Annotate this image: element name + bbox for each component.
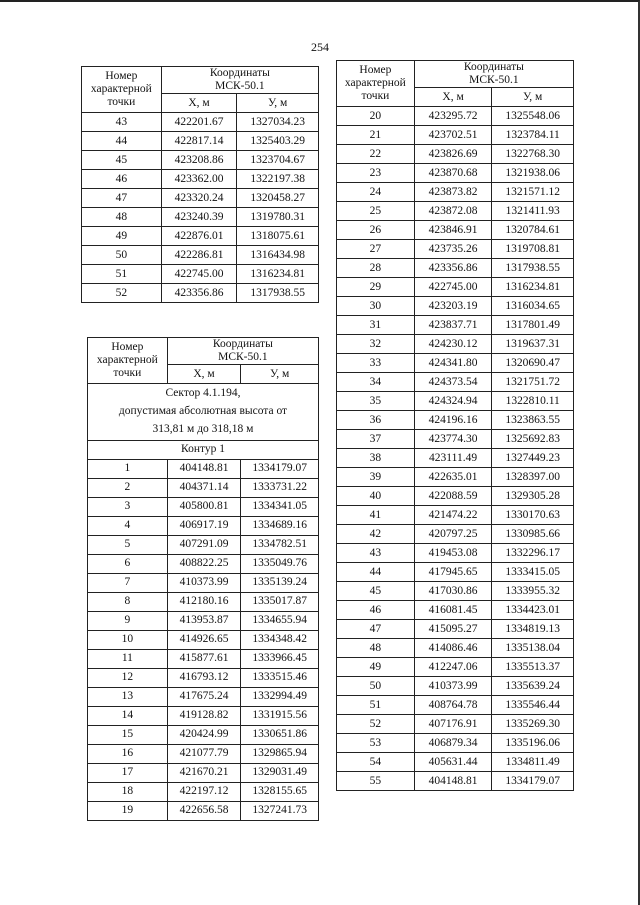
x-coordinate-cell: 408764.78 bbox=[414, 696, 492, 715]
point-number-cell: 44 bbox=[337, 563, 415, 582]
x-coordinate-cell: 421077.79 bbox=[167, 744, 241, 763]
x-coordinate-cell: 423702.51 bbox=[414, 126, 492, 145]
x-coordinate-cell: 423774.30 bbox=[414, 430, 492, 449]
table-row bbox=[337, 487, 574, 506]
point-number-cell: 48 bbox=[337, 639, 415, 658]
x-coordinate-cell: 424324.94 bbox=[414, 392, 492, 411]
table-row bbox=[337, 107, 574, 126]
table-row bbox=[337, 202, 574, 221]
table-row bbox=[88, 592, 319, 611]
x-coordinate-cell: 410373.99 bbox=[167, 573, 241, 592]
x-coordinate-cell: 417675.24 bbox=[167, 687, 241, 706]
table-row bbox=[337, 240, 574, 259]
point-number-cell: 11 bbox=[88, 649, 168, 668]
table-row bbox=[88, 573, 319, 592]
x-coordinate-cell: 417030.86 bbox=[414, 582, 492, 601]
table-row bbox=[337, 677, 574, 696]
point-number-cell: 13 bbox=[88, 687, 168, 706]
table-row bbox=[337, 335, 574, 354]
point-number-cell: 8 bbox=[88, 592, 168, 611]
header-x: X, м bbox=[167, 365, 241, 384]
table-row bbox=[337, 259, 574, 278]
table-row bbox=[82, 132, 319, 151]
header-point-number: Номер характерной точки bbox=[88, 338, 168, 384]
point-number-cell: 39 bbox=[337, 468, 415, 487]
x-coordinate-cell: 405631.44 bbox=[414, 753, 492, 772]
x-coordinate-cell: 404148.81 bbox=[414, 772, 492, 791]
point-number-cell: 16 bbox=[88, 744, 168, 763]
x-coordinate-cell: 423870.68 bbox=[414, 164, 492, 183]
point-number-cell: 25 bbox=[337, 202, 415, 221]
table-row bbox=[337, 430, 574, 449]
point-number-cell: 20 bbox=[337, 107, 415, 126]
y-coordinate-cell: 1320690.47 bbox=[492, 354, 574, 373]
point-number-cell: 18 bbox=[88, 782, 168, 801]
point-number-cell: 15 bbox=[88, 725, 168, 744]
y-coordinate-cell: 1332994.49 bbox=[241, 687, 319, 706]
y-coordinate-cell: 1323784.11 bbox=[492, 126, 574, 145]
table-row bbox=[88, 516, 319, 535]
header-x: X, м bbox=[414, 88, 492, 107]
point-number-cell: 50 bbox=[337, 677, 415, 696]
x-coordinate-cell: 414926.65 bbox=[167, 630, 241, 649]
x-coordinate-cell: 407176.91 bbox=[414, 715, 492, 734]
table-row bbox=[337, 278, 574, 297]
point-number-cell: 14 bbox=[88, 706, 168, 725]
point-number-cell: 43 bbox=[337, 544, 415, 563]
point-number-cell: 21 bbox=[337, 126, 415, 145]
y-coordinate-cell: 1329865.94 bbox=[241, 744, 319, 763]
x-coordinate-cell: 423837.71 bbox=[414, 316, 492, 335]
table-row bbox=[82, 151, 319, 170]
y-coordinate-cell: 1334811.49 bbox=[492, 753, 574, 772]
table-row bbox=[337, 145, 574, 164]
y-coordinate-cell: 1320458.27 bbox=[237, 189, 319, 208]
table-row bbox=[337, 734, 574, 753]
y-coordinate-cell: 1332296.17 bbox=[492, 544, 574, 563]
point-number-cell: 42 bbox=[337, 525, 415, 544]
table-row bbox=[337, 297, 574, 316]
x-coordinate-cell: 417945.65 bbox=[414, 563, 492, 582]
y-coordinate-cell: 1334782.51 bbox=[241, 535, 319, 554]
table-row bbox=[88, 649, 319, 668]
y-coordinate-cell: 1321938.06 bbox=[492, 164, 574, 183]
point-number-cell: 46 bbox=[82, 170, 162, 189]
x-coordinate-cell: 415095.27 bbox=[414, 620, 492, 639]
table-row bbox=[337, 715, 574, 734]
x-coordinate-cell: 422876.01 bbox=[161, 227, 237, 246]
x-coordinate-cell: 423356.86 bbox=[414, 259, 492, 278]
x-coordinate-cell: 416793.12 bbox=[167, 668, 241, 687]
y-coordinate-cell: 1335017.87 bbox=[241, 592, 319, 611]
table-row bbox=[82, 208, 319, 227]
point-number-cell: 23 bbox=[337, 164, 415, 183]
x-coordinate-cell: 406917.19 bbox=[167, 516, 241, 535]
x-coordinate-cell: 424341.80 bbox=[414, 354, 492, 373]
y-coordinate-cell: 1333415.05 bbox=[492, 563, 574, 582]
point-number-cell: 51 bbox=[82, 265, 162, 284]
y-coordinate-cell: 1329305.28 bbox=[492, 487, 574, 506]
y-coordinate-cell: 1317938.55 bbox=[237, 284, 319, 303]
y-coordinate-cell: 1317938.55 bbox=[492, 259, 574, 278]
x-coordinate-cell: 422817.14 bbox=[161, 132, 237, 151]
x-coordinate-cell: 423111.49 bbox=[414, 449, 492, 468]
point-number-cell: 40 bbox=[337, 487, 415, 506]
x-coordinate-cell: 420424.99 bbox=[167, 725, 241, 744]
table-row bbox=[88, 687, 319, 706]
point-number-cell: 12 bbox=[88, 668, 168, 687]
x-coordinate-cell: 422635.01 bbox=[414, 468, 492, 487]
table-row bbox=[337, 392, 574, 411]
x-coordinate-cell: 410373.99 bbox=[414, 677, 492, 696]
y-coordinate-cell: 1330651.86 bbox=[241, 725, 319, 744]
point-number-cell: 2 bbox=[88, 478, 168, 497]
y-coordinate-cell: 1334689.16 bbox=[241, 516, 319, 535]
y-coordinate-cell: 1327241.73 bbox=[241, 801, 319, 820]
y-coordinate-cell: 1328155.65 bbox=[241, 782, 319, 801]
table-row bbox=[88, 782, 319, 801]
table-row bbox=[88, 478, 319, 497]
x-coordinate-cell: 407291.09 bbox=[167, 535, 241, 554]
table-row bbox=[82, 246, 319, 265]
y-coordinate-cell: 1334819.13 bbox=[492, 620, 574, 639]
point-number-cell: 49 bbox=[82, 227, 162, 246]
x-coordinate-cell: 423872.08 bbox=[414, 202, 492, 221]
point-number-cell: 30 bbox=[337, 297, 415, 316]
y-coordinate-cell: 1321571.12 bbox=[492, 183, 574, 202]
table-row bbox=[337, 601, 574, 620]
y-coordinate-cell: 1335196.06 bbox=[492, 734, 574, 753]
y-coordinate-cell: 1322810.11 bbox=[492, 392, 574, 411]
point-number-cell: 54 bbox=[337, 753, 415, 772]
y-coordinate-cell: 1335138.04 bbox=[492, 639, 574, 658]
x-coordinate-cell: 424373.54 bbox=[414, 373, 492, 392]
point-number-cell: 53 bbox=[337, 734, 415, 753]
point-number-cell: 49 bbox=[337, 658, 415, 677]
point-number-cell: 9 bbox=[88, 611, 168, 630]
x-coordinate-cell: 422286.81 bbox=[161, 246, 237, 265]
y-coordinate-cell: 1334179.07 bbox=[492, 772, 574, 791]
header-coordinates: Координаты МСК-50.1 bbox=[167, 338, 318, 365]
table-row bbox=[88, 801, 319, 820]
point-number-cell: 19 bbox=[88, 801, 168, 820]
y-coordinate-cell: 1319708.81 bbox=[492, 240, 574, 259]
x-coordinate-cell: 414086.46 bbox=[414, 639, 492, 658]
table-row bbox=[82, 265, 319, 284]
x-coordinate-cell: 421670.21 bbox=[167, 763, 241, 782]
x-coordinate-cell: 423320.24 bbox=[161, 189, 237, 208]
x-coordinate-cell: 422201.67 bbox=[161, 113, 237, 132]
y-coordinate-cell: 1317801.49 bbox=[492, 316, 574, 335]
y-coordinate-cell: 1334423.01 bbox=[492, 601, 574, 620]
point-number-cell: 27 bbox=[337, 240, 415, 259]
y-coordinate-cell: 1321411.93 bbox=[492, 202, 574, 221]
x-coordinate-cell: 422656.58 bbox=[167, 801, 241, 820]
y-coordinate-cell: 1325692.83 bbox=[492, 430, 574, 449]
y-coordinate-cell: 1335049.76 bbox=[241, 554, 319, 573]
x-coordinate-cell: 422745.00 bbox=[161, 265, 237, 284]
x-coordinate-cell: 415877.61 bbox=[167, 649, 241, 668]
point-number-cell: 46 bbox=[337, 601, 415, 620]
x-coordinate-cell: 423873.82 bbox=[414, 183, 492, 202]
y-coordinate-cell: 1328397.00 bbox=[492, 468, 574, 487]
table-row bbox=[88, 763, 319, 782]
point-number-cell: 52 bbox=[82, 284, 162, 303]
point-number-cell: 17 bbox=[88, 763, 168, 782]
header-coordinates: Координаты МСК-50.1 bbox=[414, 61, 573, 88]
x-coordinate-cell: 404148.81 bbox=[167, 459, 241, 478]
table-row bbox=[88, 497, 319, 516]
table-row bbox=[337, 620, 574, 639]
x-coordinate-cell: 424230.12 bbox=[414, 335, 492, 354]
header-coordinates: Координаты МСК-50.1 bbox=[161, 67, 318, 94]
header-point-number: Номер характерной точки bbox=[82, 67, 162, 113]
y-coordinate-cell: 1319780.31 bbox=[237, 208, 319, 227]
point-number-cell: 41 bbox=[337, 506, 415, 525]
point-number-cell: 37 bbox=[337, 430, 415, 449]
table-row bbox=[88, 725, 319, 744]
point-number-cell: 43 bbox=[82, 113, 162, 132]
point-number-cell: 47 bbox=[82, 189, 162, 208]
x-coordinate-cell: 423208.86 bbox=[161, 151, 237, 170]
table-row bbox=[337, 544, 574, 563]
y-coordinate-cell: 1323704.67 bbox=[237, 151, 319, 170]
y-coordinate-cell: 1335139.24 bbox=[241, 573, 319, 592]
table-row bbox=[82, 227, 319, 246]
y-coordinate-cell: 1327034.23 bbox=[237, 113, 319, 132]
point-number-cell: 52 bbox=[337, 715, 415, 734]
point-number-cell: 5 bbox=[88, 535, 168, 554]
x-coordinate-cell: 419453.08 bbox=[414, 544, 492, 563]
point-number-cell: 3 bbox=[88, 497, 168, 516]
point-number-cell: 34 bbox=[337, 373, 415, 392]
table-row bbox=[337, 582, 574, 601]
y-coordinate-cell: 1320784.61 bbox=[492, 221, 574, 240]
x-coordinate-cell: 412247.06 bbox=[414, 658, 492, 677]
table-row bbox=[88, 668, 319, 687]
y-coordinate-cell: 1330985.66 bbox=[492, 525, 574, 544]
y-coordinate-cell: 1322197.38 bbox=[237, 170, 319, 189]
y-coordinate-cell: 1333731.22 bbox=[241, 478, 319, 497]
point-number-cell: 26 bbox=[337, 221, 415, 240]
x-coordinate-cell: 404371.14 bbox=[167, 478, 241, 497]
table-row bbox=[88, 630, 319, 649]
point-number-cell: 29 bbox=[337, 278, 415, 297]
point-number-cell: 1 bbox=[88, 459, 168, 478]
table-row bbox=[337, 506, 574, 525]
y-coordinate-cell: 1327449.23 bbox=[492, 449, 574, 468]
table-row bbox=[82, 113, 319, 132]
table-row bbox=[337, 354, 574, 373]
point-number-cell: 22 bbox=[337, 145, 415, 164]
y-coordinate-cell: 1335639.24 bbox=[492, 677, 574, 696]
table-row bbox=[82, 189, 319, 208]
table-row bbox=[88, 459, 319, 478]
point-number-cell: 32 bbox=[337, 335, 415, 354]
point-number-cell: 55 bbox=[337, 772, 415, 791]
y-coordinate-cell: 1322768.30 bbox=[492, 145, 574, 164]
point-number-cell: 47 bbox=[337, 620, 415, 639]
y-coordinate-cell: 1316034.65 bbox=[492, 297, 574, 316]
y-coordinate-cell: 1335269.30 bbox=[492, 715, 574, 734]
x-coordinate-cell: 420797.25 bbox=[414, 525, 492, 544]
y-coordinate-cell: 1316434.98 bbox=[237, 246, 319, 265]
y-coordinate-cell: 1335513.37 bbox=[492, 658, 574, 677]
x-coordinate-cell: 424196.16 bbox=[414, 411, 492, 430]
x-coordinate-cell: 422745.00 bbox=[414, 278, 492, 297]
x-coordinate-cell: 412180.16 bbox=[167, 592, 241, 611]
header-y: У, м bbox=[241, 365, 319, 384]
table-row bbox=[337, 449, 574, 468]
point-number-cell: 51 bbox=[337, 696, 415, 715]
x-coordinate-cell: 423203.19 bbox=[414, 297, 492, 316]
point-number-cell: 7 bbox=[88, 573, 168, 592]
page-number: 254 bbox=[311, 40, 329, 54]
point-number-cell: 10 bbox=[88, 630, 168, 649]
y-coordinate-cell: 1325403.29 bbox=[237, 132, 319, 151]
y-coordinate-cell: 1333515.46 bbox=[241, 668, 319, 687]
x-coordinate-cell: 423240.39 bbox=[161, 208, 237, 227]
point-number-cell: 36 bbox=[337, 411, 415, 430]
y-coordinate-cell: 1316234.81 bbox=[237, 265, 319, 284]
x-coordinate-cell: 406879.34 bbox=[414, 734, 492, 753]
header-y: У, м bbox=[237, 94, 319, 113]
x-coordinate-cell: 416081.45 bbox=[414, 601, 492, 620]
table-row bbox=[88, 611, 319, 630]
point-number-cell: 33 bbox=[337, 354, 415, 373]
x-coordinate-cell: 408822.25 bbox=[167, 554, 241, 573]
y-coordinate-cell: 1330170.63 bbox=[492, 506, 574, 525]
point-number-cell: 45 bbox=[82, 151, 162, 170]
y-coordinate-cell: 1334341.05 bbox=[241, 497, 319, 516]
table-row bbox=[88, 744, 319, 763]
point-number-cell: 28 bbox=[337, 259, 415, 278]
x-coordinate-cell: 423735.26 bbox=[414, 240, 492, 259]
table-row bbox=[88, 554, 319, 573]
header-x: X, м bbox=[161, 94, 237, 113]
table-row bbox=[88, 706, 319, 725]
table-row bbox=[337, 468, 574, 487]
coordinates-table-top-left bbox=[81, 66, 319, 303]
table-row bbox=[337, 183, 574, 202]
coordinates-table-bottom-left bbox=[87, 337, 319, 821]
point-number-cell: 48 bbox=[82, 208, 162, 227]
y-coordinate-cell: 1319637.31 bbox=[492, 335, 574, 354]
table-row bbox=[337, 658, 574, 677]
table-row bbox=[337, 639, 574, 658]
point-number-cell: 31 bbox=[337, 316, 415, 335]
point-number-cell: 24 bbox=[337, 183, 415, 202]
y-coordinate-cell: 1318075.61 bbox=[237, 227, 319, 246]
y-coordinate-cell: 1334655.94 bbox=[241, 611, 319, 630]
table-row bbox=[337, 221, 574, 240]
y-coordinate-cell: 1329031.49 bbox=[241, 763, 319, 782]
header-point-number: Номер характерной точки bbox=[337, 61, 415, 107]
point-number-cell: 35 bbox=[337, 392, 415, 411]
y-coordinate-cell: 1334179.07 bbox=[241, 459, 319, 478]
point-number-cell: 50 bbox=[82, 246, 162, 265]
x-coordinate-cell: 422197.12 bbox=[167, 782, 241, 801]
x-coordinate-cell: 423826.69 bbox=[414, 145, 492, 164]
point-number-cell: 6 bbox=[88, 554, 168, 573]
point-number-cell: 38 bbox=[337, 449, 415, 468]
x-coordinate-cell: 422088.59 bbox=[414, 487, 492, 506]
table-row bbox=[337, 411, 574, 430]
y-coordinate-cell: 1316234.81 bbox=[492, 278, 574, 297]
x-coordinate-cell: 413953.87 bbox=[167, 611, 241, 630]
header-y: У, м bbox=[492, 88, 574, 107]
y-coordinate-cell: 1323863.55 bbox=[492, 411, 574, 430]
x-coordinate-cell: 423846.91 bbox=[414, 221, 492, 240]
y-coordinate-cell: 1333955.32 bbox=[492, 582, 574, 601]
table-row bbox=[337, 563, 574, 582]
y-coordinate-cell: 1331915.56 bbox=[241, 706, 319, 725]
table-row bbox=[337, 373, 574, 392]
y-coordinate-cell: 1321751.72 bbox=[492, 373, 574, 392]
y-coordinate-cell: 1325548.06 bbox=[492, 107, 574, 126]
table-row bbox=[337, 696, 574, 715]
x-coordinate-cell: 419128.82 bbox=[167, 706, 241, 725]
table-row bbox=[337, 525, 574, 544]
table-row bbox=[337, 164, 574, 183]
y-coordinate-cell: 1334348.42 bbox=[241, 630, 319, 649]
sector-description: Сектор 4.1.194, допустимая абсолютная высота от 313,81 м до 318,18 м bbox=[88, 384, 319, 440]
y-coordinate-cell: 1335546.44 bbox=[492, 696, 574, 715]
x-coordinate-cell: 421474.22 bbox=[414, 506, 492, 525]
table-row bbox=[337, 316, 574, 335]
x-coordinate-cell: 405800.81 bbox=[167, 497, 241, 516]
coordinates-table-right bbox=[336, 60, 574, 791]
table-row bbox=[337, 753, 574, 772]
table-row bbox=[82, 284, 319, 303]
point-number-cell: 44 bbox=[82, 132, 162, 151]
table-row bbox=[337, 772, 574, 791]
contour-label: Контур 1 bbox=[88, 440, 319, 459]
point-number-cell: 45 bbox=[337, 582, 415, 601]
x-coordinate-cell: 423356.86 bbox=[161, 284, 237, 303]
point-number-cell: 4 bbox=[88, 516, 168, 535]
x-coordinate-cell: 423295.72 bbox=[414, 107, 492, 126]
y-coordinate-cell: 1333966.45 bbox=[241, 649, 319, 668]
table-row bbox=[337, 126, 574, 145]
table-row bbox=[88, 535, 319, 554]
table-row bbox=[82, 170, 319, 189]
x-coordinate-cell: 423362.00 bbox=[161, 170, 237, 189]
